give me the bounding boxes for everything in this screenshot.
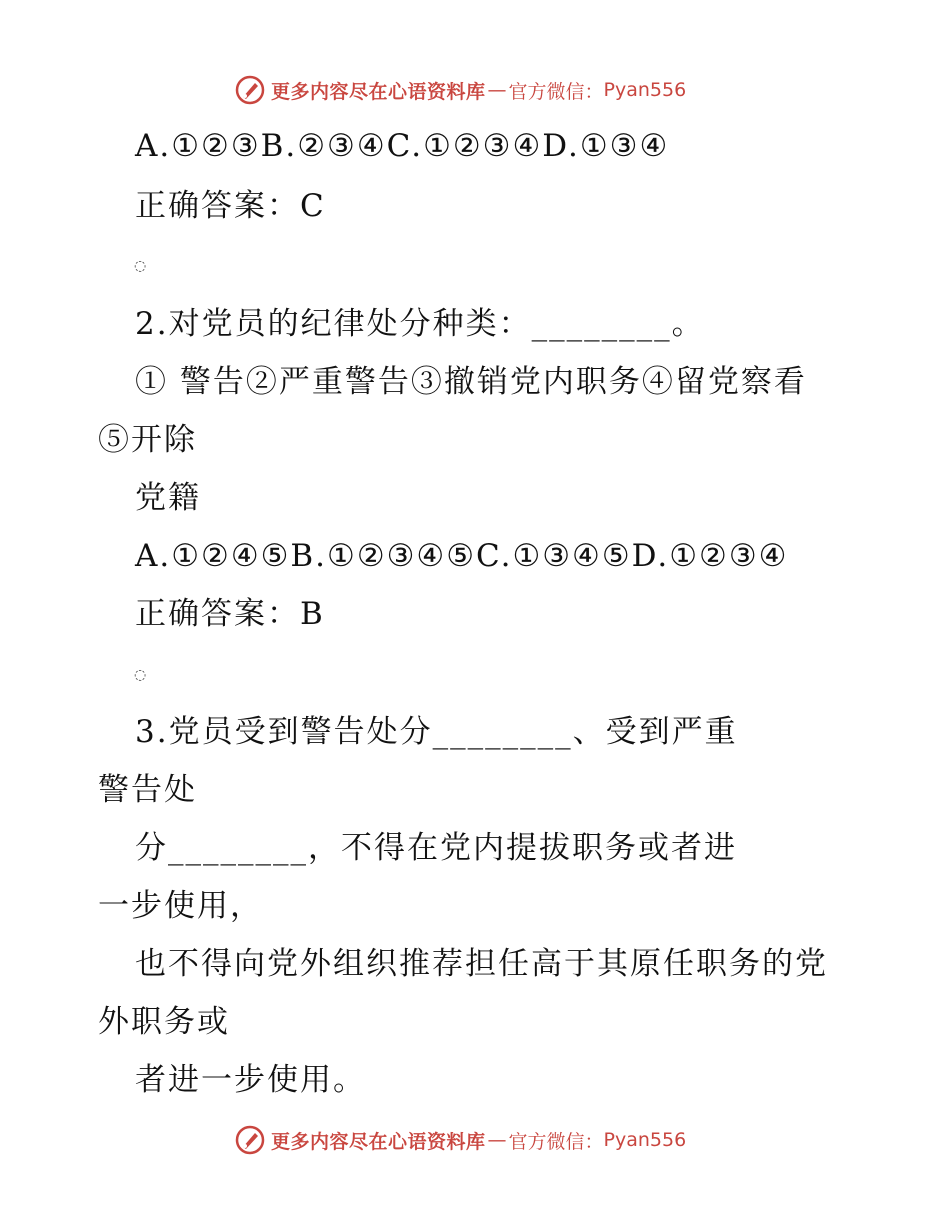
footer-watermark bbox=[235, 1122, 686, 1158]
q3-question-line5: 也不得向党外组织推荐担任高于其原任职务的党 bbox=[135, 946, 828, 982]
q3-question-line2: 警告处 bbox=[98, 772, 197, 808]
q2-options: A.①②④⑤B.①②③④⑤C.①③④⑤D.①②③④ bbox=[135, 538, 789, 574]
q2-answer: 正确答案：B bbox=[135, 596, 325, 632]
q2-items-line1: ① 警告②严重警告③撤销党内职务④留党察看 bbox=[135, 364, 807, 400]
watermark-title: 更多内容尽在心语资料库 bbox=[271, 1130, 486, 1153]
paragraph-marker: ◌ bbox=[134, 258, 147, 274]
pen-logo-icon bbox=[235, 1125, 265, 1155]
q3-question-line7: 者进一步使用。 bbox=[135, 1062, 366, 1098]
q2-question: 2.对党员的纪律处分种类：________。 bbox=[135, 306, 705, 342]
q3-question-line3: 分________，不得在党内提拔职务或者进 bbox=[135, 830, 737, 866]
watermark-wechat-id: Pyan556 bbox=[603, 79, 687, 101]
q1-options: A.①②③B.②③④C.①②③④D.①③④ bbox=[135, 128, 670, 164]
q3-question-line6: 外职务或 bbox=[98, 1004, 230, 1040]
watermark-title: 更多内容尽在心语资料库 bbox=[271, 80, 486, 103]
q3-question-line1: 3.党员受到警告处分________、受到严重 bbox=[135, 714, 738, 750]
q2-items-line3: 党籍 bbox=[135, 480, 201, 516]
watermark-subtitle: 官方微信： bbox=[508, 80, 604, 103]
header-watermark bbox=[235, 72, 686, 108]
q3-question-line4: 一步使用， bbox=[98, 888, 263, 924]
paragraph-marker: ◌ bbox=[134, 667, 147, 683]
q2-items-line2: ⑤开除 bbox=[98, 422, 197, 458]
watermark-dash: — bbox=[487, 1129, 507, 1151]
pen-logo-icon bbox=[235, 75, 265, 105]
watermark-subtitle: 官方微信： bbox=[508, 1130, 604, 1153]
watermark-dash: — bbox=[487, 79, 507, 101]
watermark-wechat-id: Pyan556 bbox=[603, 1129, 687, 1151]
q1-answer: 正确答案：C bbox=[135, 188, 326, 224]
